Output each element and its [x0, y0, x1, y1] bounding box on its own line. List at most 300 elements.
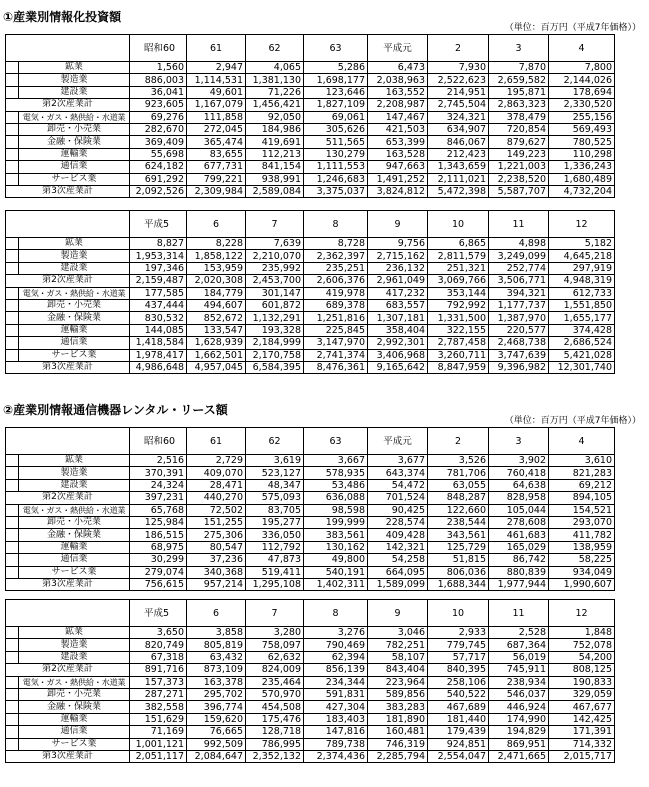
table-cell: 3,650 — [130, 627, 187, 639]
column-header: 3 — [489, 35, 549, 62]
table-cell: 9,756 — [368, 238, 428, 250]
table-cell: 2,374,436 — [304, 750, 368, 762]
indent-cell — [6, 123, 19, 135]
table-cell: 2,038,963 — [368, 74, 428, 86]
table-cell: 3,260,711 — [428, 349, 489, 361]
table-cell: 133,547 — [187, 324, 246, 336]
table-cell: 193,328 — [246, 324, 304, 336]
table-row — [6, 287, 615, 299]
table-cell: 2,715,162 — [368, 250, 428, 262]
table-cell: 2,208,987 — [368, 99, 428, 111]
table-cell: 63,432 — [187, 651, 246, 663]
indent-cell — [6, 161, 19, 173]
table-cell: 8,476,361 — [304, 361, 368, 373]
table-cell: 3,667 — [304, 455, 368, 467]
table-cell: 160,481 — [368, 726, 428, 738]
table-cell: 1,977,944 — [489, 578, 549, 590]
indent-cell — [6, 467, 19, 479]
table-cell: 570,970 — [246, 688, 304, 700]
table-cell: 55,698 — [130, 148, 187, 160]
indent-cell — [6, 554, 19, 566]
table-cell: 228,574 — [368, 516, 428, 528]
table-cell: 894,105 — [549, 492, 615, 504]
table-cell: 287,271 — [130, 688, 187, 700]
column-header: 63 — [304, 428, 368, 455]
table-cell: 251,321 — [428, 262, 489, 274]
table-cell: 1,111,553 — [304, 161, 368, 173]
table-cell: 840,395 — [428, 664, 489, 676]
header-row — [6, 35, 615, 62]
table-row — [6, 123, 615, 135]
table-cell: 177,585 — [130, 287, 187, 299]
row-label: 建設業 — [19, 86, 130, 98]
table-cell: 2,606,376 — [304, 275, 368, 287]
table-cell: 4,986,648 — [130, 361, 187, 373]
table-cell: 856,139 — [304, 664, 368, 676]
column-header: 9 — [368, 211, 428, 238]
table-cell: 792,992 — [428, 299, 489, 311]
table-cell: 6,584,395 — [246, 361, 304, 373]
indent-cell — [6, 455, 19, 467]
table-cell: 1,251,816 — [304, 312, 368, 324]
table-cell: 820,749 — [130, 639, 187, 651]
indent-cell — [6, 287, 19, 299]
table-cell: 159,620 — [187, 713, 246, 725]
table-cell: 427,304 — [304, 701, 368, 713]
table-row — [6, 627, 615, 639]
table-cell: 578,935 — [304, 467, 368, 479]
table-cell: 4,898 — [489, 238, 549, 250]
table-row — [6, 250, 615, 262]
table-cell: 69,276 — [130, 111, 187, 123]
table-cell: 197,346 — [130, 262, 187, 274]
table-cell: 419,978 — [304, 287, 368, 299]
table-cell: 272,045 — [187, 123, 246, 135]
column-header: 63 — [304, 35, 368, 62]
table-cell: 174,990 — [489, 713, 549, 725]
table-cell: 235,464 — [246, 676, 304, 688]
table-row — [6, 479, 615, 491]
table-cell: 1,177,737 — [489, 299, 549, 311]
table-cell: 1,307,181 — [368, 312, 428, 324]
table-cell: 880,839 — [489, 566, 549, 578]
column-header: 平成5 — [130, 211, 187, 238]
header-corner — [6, 600, 130, 627]
table-cell: 62,394 — [304, 651, 368, 663]
table-cell: 677,731 — [187, 161, 246, 173]
table-row — [6, 541, 615, 553]
table-row — [6, 516, 615, 528]
indent-cell — [6, 349, 19, 361]
table-row — [6, 62, 615, 74]
table-cell: 144,085 — [130, 324, 187, 336]
table-cell: 3,276 — [304, 627, 368, 639]
row-label: 電気・ガス・熱供給・水道業 — [19, 111, 130, 123]
table-cell: 1,680,489 — [549, 173, 615, 185]
table-cell: 589,856 — [368, 688, 428, 700]
indent-cell — [6, 676, 19, 688]
table-cell: 69,212 — [549, 479, 615, 491]
table-cell: 2,051,117 — [130, 750, 187, 762]
table-cell: 643,374 — [368, 467, 428, 479]
table-cell: 4,645,218 — [549, 250, 615, 262]
row-label: 建設業 — [19, 651, 130, 663]
table-row — [6, 74, 615, 86]
row-label: 卸売・小売業 — [19, 688, 130, 700]
table-cell: 383,561 — [304, 529, 368, 541]
table-cell: 1,114,531 — [187, 74, 246, 86]
table-cell: 186,515 — [130, 529, 187, 541]
table-cell: 58,107 — [368, 651, 428, 663]
table-cell: 782,251 — [368, 639, 428, 651]
table-cell: 3,610 — [549, 455, 615, 467]
table-cell: 2,084,647 — [187, 750, 246, 762]
table-cell: 1,491,252 — [368, 173, 428, 185]
table-cell: 28,471 — [187, 479, 246, 491]
table-cell: 12,301,740 — [549, 361, 615, 373]
table-cell: 1,655,177 — [549, 312, 615, 324]
indent-cell — [6, 250, 19, 262]
table-cell: 664,095 — [368, 566, 428, 578]
table-cell: 2,453,700 — [246, 275, 304, 287]
table-cell: 365,474 — [187, 136, 246, 148]
table-row — [6, 554, 615, 566]
table-cell: 378,479 — [489, 111, 549, 123]
table-cell: 2,020,308 — [187, 275, 246, 287]
table-cell: 1,698,177 — [304, 74, 368, 86]
row-label: 運輸業 — [19, 324, 130, 336]
table-cell: 1,381,130 — [246, 74, 304, 86]
table-cell: 199,999 — [304, 516, 368, 528]
indent-cell — [6, 688, 19, 700]
table-cell: 701,524 — [368, 492, 428, 504]
table-cell: 2,471,665 — [489, 750, 549, 762]
column-header: 昭和60 — [130, 35, 187, 62]
table-cell: 3,069,766 — [428, 275, 489, 287]
header-corner — [6, 211, 130, 238]
table-cell: 2,352,132 — [246, 750, 304, 762]
header-row — [6, 428, 615, 455]
table-cell: 624,182 — [130, 161, 187, 173]
table-row — [6, 492, 615, 504]
table-cell: 1,331,500 — [428, 312, 489, 324]
table-cell: 879,627 — [489, 136, 549, 148]
section-2-title: ②産業別情報通信機器レンタル・リース額 — [3, 403, 228, 417]
table-cell: 511,565 — [304, 136, 368, 148]
table-row — [6, 701, 615, 713]
table-cell: 234,344 — [304, 676, 368, 688]
table-cell: 805,819 — [187, 639, 246, 651]
table-cell: 6,865 — [428, 238, 489, 250]
table-cell: 540,191 — [304, 566, 368, 578]
row-label: 通信業 — [19, 726, 130, 738]
table-cell: 72,502 — [187, 504, 246, 516]
table-cell: 1,589,099 — [368, 578, 428, 590]
row-label: 金融・保険業 — [19, 701, 130, 713]
table-cell: 2,522,623 — [428, 74, 489, 86]
table-cell: 2,811,579 — [428, 250, 489, 262]
table-cell: 746,319 — [368, 738, 428, 750]
table-row — [6, 173, 615, 185]
table-cell: 195,277 — [246, 516, 304, 528]
column-header: 10 — [428, 211, 489, 238]
table-cell: 374,428 — [549, 324, 615, 336]
row-label: 第3次産業計 — [6, 185, 130, 197]
column-header: 昭和60 — [130, 428, 187, 455]
table-cell: 1,402,311 — [304, 578, 368, 590]
table-cell: 780,525 — [549, 136, 615, 148]
table-cell: 4,948,319 — [549, 275, 615, 287]
table-cell: 720,854 — [489, 123, 549, 135]
table-cell: 852,672 — [187, 312, 246, 324]
column-header: 7 — [246, 211, 304, 238]
table-row — [6, 504, 615, 516]
table-cell: 83,655 — [187, 148, 246, 160]
row-label: 鉱業 — [19, 62, 130, 74]
column-header: 10 — [428, 600, 489, 627]
indent-cell — [6, 713, 19, 725]
table-row — [6, 676, 615, 688]
table-row — [6, 726, 615, 738]
indent-cell — [6, 111, 19, 123]
table-cell: 519,411 — [246, 566, 304, 578]
row-label: 運輸業 — [19, 541, 130, 553]
table-cell: 63,055 — [428, 479, 489, 491]
indent-cell — [6, 299, 19, 311]
table-cell: 2,589,084 — [246, 185, 304, 197]
table-cell: 2,111,021 — [428, 173, 489, 185]
table-cell: 223,964 — [368, 676, 428, 688]
table-cell: 1,628,939 — [187, 337, 246, 349]
table-cell: 1,387,970 — [489, 312, 549, 324]
row-label: 卸売・小売業 — [19, 516, 130, 528]
table-cell: 54,200 — [549, 651, 615, 663]
table-cell: 80,547 — [187, 541, 246, 553]
table-cell: 8,847,959 — [428, 361, 489, 373]
table-cell: 3,747,639 — [489, 349, 549, 361]
table-row — [6, 639, 615, 651]
table-cell: 30,299 — [130, 554, 187, 566]
indent-cell — [6, 541, 19, 553]
table-cell: 258,106 — [428, 676, 489, 688]
table-cell: 421,503 — [368, 123, 428, 135]
table-cell: 69,061 — [304, 111, 368, 123]
table-cell: 151,255 — [187, 516, 246, 528]
table-cell: 846,067 — [428, 136, 489, 148]
table-cell: 54,472 — [368, 479, 428, 491]
row-label: 運輸業 — [19, 713, 130, 725]
table-cell: 2,947 — [187, 62, 246, 74]
table-cell: 3,858 — [187, 627, 246, 639]
table-cell: 220,577 — [489, 324, 549, 336]
table-cell: 467,689 — [428, 701, 489, 713]
table-row — [6, 361, 615, 373]
table-cell: 569,493 — [549, 123, 615, 135]
indent-cell — [6, 262, 19, 274]
row-label: 製造業 — [19, 467, 130, 479]
table-cell: 154,521 — [549, 504, 615, 516]
header-row — [6, 600, 615, 627]
table-cell: 3,280 — [246, 627, 304, 639]
table-cell: 195,871 — [489, 86, 549, 98]
table-cell: 122,660 — [428, 504, 489, 516]
table-cell: 687,364 — [489, 639, 549, 651]
table-cell: 142,321 — [368, 541, 428, 553]
table-cell: 4,957,045 — [187, 361, 246, 373]
table-cell: 125,984 — [130, 516, 187, 528]
table-cell: 1,827,109 — [304, 99, 368, 111]
column-header: 平成元 — [368, 428, 428, 455]
row-label: サービス業 — [19, 173, 130, 185]
table-cell: 53,486 — [304, 479, 368, 491]
table-cell: 175,476 — [246, 713, 304, 725]
table-cell: 1,858,122 — [187, 250, 246, 262]
indent-cell — [6, 516, 19, 528]
table-cell: 806,036 — [428, 566, 489, 578]
row-label: 金融・保険業 — [19, 529, 130, 541]
table-2-block-1 — [5, 427, 615, 591]
section-2-unit: （単位：百万円（平成7年価格）） — [504, 416, 641, 426]
row-label: 通信業 — [19, 161, 130, 173]
table-row — [6, 337, 615, 349]
table-cell: 293,070 — [549, 516, 615, 528]
table-cell: 5,421,028 — [549, 349, 615, 361]
table-cell: 7,930 — [428, 62, 489, 74]
table-cell: 396,774 — [187, 701, 246, 713]
table-cell: 1,551,850 — [549, 299, 615, 311]
row-label: 通信業 — [19, 337, 130, 349]
table-cell: 279,074 — [130, 566, 187, 578]
table-cell: 601,872 — [246, 299, 304, 311]
row-label: 金融・保険業 — [19, 136, 130, 148]
table-cell: 353,144 — [428, 287, 489, 299]
table-cell: 1,295,108 — [246, 578, 304, 590]
table-row — [6, 455, 615, 467]
column-header: 6 — [187, 600, 246, 627]
table-cell: 2,159,487 — [130, 275, 187, 287]
table-cell: 1,953,314 — [130, 250, 187, 262]
table-cell: 2,961,049 — [368, 275, 428, 287]
table-cell: 179,439 — [428, 726, 489, 738]
table-cell: 194,829 — [489, 726, 549, 738]
table-cell: 163,528 — [368, 148, 428, 160]
table-cell: 2,741,374 — [304, 349, 368, 361]
column-header: 8 — [304, 211, 368, 238]
column-header: 8 — [304, 600, 368, 627]
row-label: 製造業 — [19, 250, 130, 262]
row-label: 鉱業 — [19, 627, 130, 639]
table-cell: 790,469 — [304, 639, 368, 651]
table-cell: 2,285,794 — [368, 750, 428, 762]
table-cell: 394,321 — [489, 287, 549, 299]
table-cell: 369,409 — [130, 136, 187, 148]
table-cell: 49,601 — [187, 86, 246, 98]
table-row — [6, 664, 615, 676]
header-corner — [6, 428, 130, 455]
table-cell: 282,670 — [130, 123, 187, 135]
table-cell: 2,309,984 — [187, 185, 246, 197]
table-cell: 934,049 — [549, 566, 615, 578]
section-1-title: ①産業別情報化投資額 — [3, 10, 122, 24]
table-cell: 3,677 — [368, 455, 428, 467]
table-cell: 3,147,970 — [304, 337, 368, 349]
table-cell: 62,632 — [246, 651, 304, 663]
table-cell: 110,298 — [549, 148, 615, 160]
table-cell: 869,951 — [489, 738, 549, 750]
table-row — [6, 688, 615, 700]
table-cell: 2,787,458 — [428, 337, 489, 349]
table-cell: 3,046 — [368, 627, 428, 639]
table-cell: 546,037 — [489, 688, 549, 700]
table-cell: 370,391 — [130, 467, 187, 479]
header-corner — [6, 35, 130, 62]
table-cell: 781,706 — [428, 467, 489, 479]
indent-cell — [6, 136, 19, 148]
table-cell: 153,959 — [187, 262, 246, 274]
row-label: 製造業 — [19, 74, 130, 86]
table-cell: 2,863,323 — [489, 99, 549, 111]
table-cell: 461,683 — [489, 529, 549, 541]
table-cell: 86,742 — [489, 554, 549, 566]
table-cell: 151,629 — [130, 713, 187, 725]
table-cell: 165,029 — [489, 541, 549, 553]
row-label: 第2次産業計 — [6, 99, 130, 111]
table-cell: 1,560 — [130, 62, 187, 74]
table-cell: 3,902 — [489, 455, 549, 467]
table-cell: 714,332 — [549, 738, 615, 750]
table-cell: 419,691 — [246, 136, 304, 148]
table-row — [6, 651, 615, 663]
column-header: 2 — [428, 35, 489, 62]
table-cell: 2,210,070 — [246, 250, 304, 262]
table-cell: 236,132 — [368, 262, 428, 274]
table-cell: 575,093 — [246, 492, 304, 504]
table-cell: 2,144,026 — [549, 74, 615, 86]
column-header: 62 — [246, 428, 304, 455]
table-cell: 1,688,344 — [428, 578, 489, 590]
table-cell: 752,078 — [549, 639, 615, 651]
table-cell: 454,508 — [246, 701, 304, 713]
column-header: 平成5 — [130, 600, 187, 627]
row-label: 卸売・小売業 — [19, 123, 130, 135]
table-row — [6, 238, 615, 250]
table-row — [6, 578, 615, 590]
column-header: 3 — [489, 428, 549, 455]
column-header: 6 — [187, 211, 246, 238]
table-cell: 5,587,707 — [489, 185, 549, 197]
table-cell: 848,287 — [428, 492, 489, 504]
table-cell: 2,933 — [428, 627, 489, 639]
table-1-block-1 — [5, 34, 615, 198]
table-cell: 36,041 — [130, 86, 187, 98]
table-cell: 634,907 — [428, 123, 489, 135]
table-cell: 7,870 — [489, 62, 549, 74]
table-row — [6, 529, 615, 541]
table-row — [6, 111, 615, 123]
table-cell: 56,019 — [489, 651, 549, 663]
table-cell: 184,986 — [246, 123, 304, 135]
table-cell: 1,246,683 — [304, 173, 368, 185]
indent-cell — [6, 62, 19, 74]
table-cell: 540,522 — [428, 688, 489, 700]
row-label: サービス業 — [19, 349, 130, 361]
table-cell: 235,251 — [304, 262, 368, 274]
table-cell: 3,406,968 — [368, 349, 428, 361]
table-cell: 157,373 — [130, 676, 187, 688]
table-cell: 2,729 — [187, 455, 246, 467]
table-cell: 938,991 — [246, 173, 304, 185]
table-cell: 171,391 — [549, 726, 615, 738]
